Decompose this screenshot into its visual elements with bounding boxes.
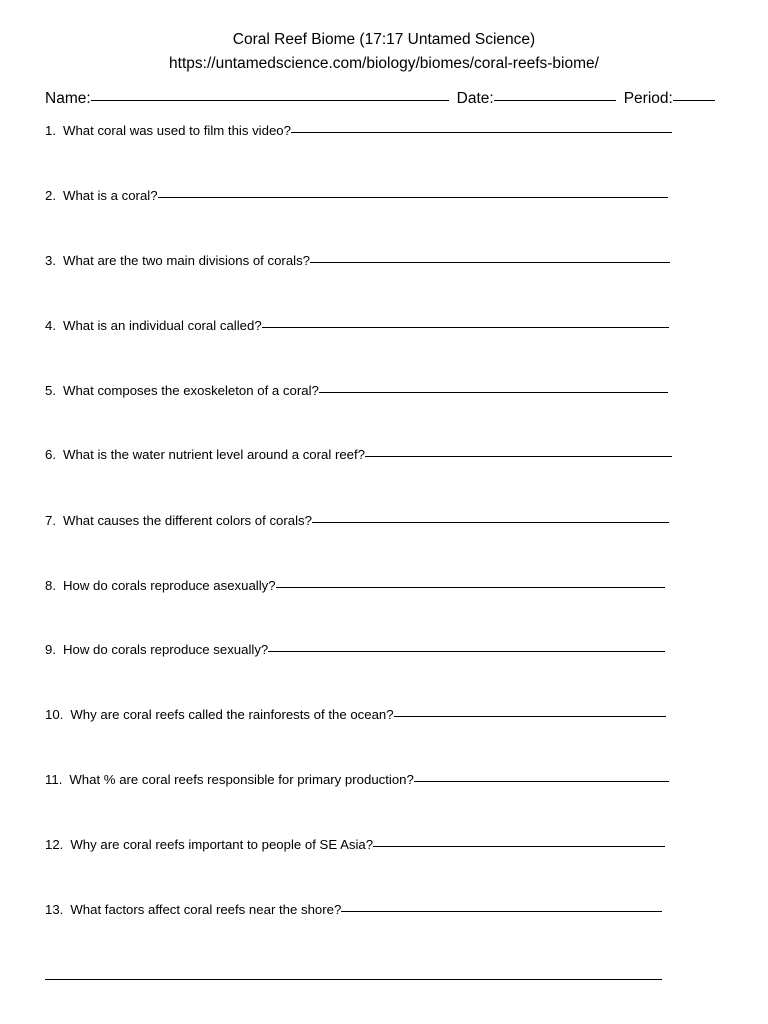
answer-blank[interactable] xyxy=(373,845,665,847)
worksheet-title: Coral Reef Biome (17:17 Untamed Science) xyxy=(232,31,536,48)
question-4 xyxy=(45,317,669,335)
question-13 xyxy=(45,901,662,919)
question-text: What composes the exoskeleton of a coral? xyxy=(63,383,319,398)
name-blank[interactable] xyxy=(91,99,449,101)
question-5 xyxy=(45,382,668,400)
question-text: What is an individual coral called? xyxy=(63,318,262,333)
question-number: 2. xyxy=(45,188,56,203)
question-text: How do corals reproduce sexually? xyxy=(63,642,269,657)
question-number: 9. xyxy=(45,642,56,657)
answer-blank[interactable] xyxy=(276,586,665,588)
date-label: Date: xyxy=(456,90,494,107)
answer-blank[interactable] xyxy=(158,196,668,198)
question-8 xyxy=(45,577,665,595)
question-text: Why are coral reefs called the rainforests of the ocean? xyxy=(70,707,394,722)
question-text: What coral was used to film this video? xyxy=(63,123,291,138)
question-2 xyxy=(45,187,668,205)
answer-blank[interactable] xyxy=(394,715,666,717)
date-blank[interactable] xyxy=(494,99,616,101)
student-info-line xyxy=(45,89,725,109)
period-blank[interactable] xyxy=(673,99,715,101)
question-number: 4. xyxy=(45,318,56,333)
question-11 xyxy=(45,771,669,789)
question-9 xyxy=(45,641,665,659)
question-text: Why are coral reefs important to people of SE Asia? xyxy=(70,837,374,852)
question-text: What % are coral reefs responsible for primary production? xyxy=(69,772,414,787)
question-7 xyxy=(45,512,669,530)
answer-blank[interactable] xyxy=(319,391,668,393)
question-number: 5. xyxy=(45,383,56,398)
question-text: What is a coral? xyxy=(63,188,158,203)
answer-blank[interactable] xyxy=(312,521,669,523)
question-number: 6. xyxy=(45,447,56,462)
question-number: 12. xyxy=(45,837,64,852)
question-text: How do corals reproduce asexually? xyxy=(63,578,276,593)
question-12 xyxy=(45,836,665,854)
question-text: What are the two main divisions of corals? xyxy=(63,253,311,268)
question-text: What causes the different colors of corals? xyxy=(63,513,312,528)
answer-blank[interactable] xyxy=(262,326,669,328)
question-3 xyxy=(45,252,670,270)
question-number: 8. xyxy=(45,578,56,593)
question-number: 1. xyxy=(45,123,56,138)
question-number: 7. xyxy=(45,513,56,528)
answer-blank[interactable] xyxy=(341,910,662,912)
question-6 xyxy=(45,446,672,464)
question-1 xyxy=(45,122,672,140)
answer-blank[interactable] xyxy=(268,650,665,652)
question-number: 11. xyxy=(45,772,63,787)
question-number: 3. xyxy=(45,253,56,268)
answer-blank[interactable] xyxy=(310,261,670,263)
period-label: Period: xyxy=(623,90,673,107)
question-10 xyxy=(45,706,666,724)
question-number: 10. xyxy=(45,707,64,722)
extra-answer-blank[interactable] xyxy=(45,978,662,980)
answer-blank[interactable] xyxy=(414,780,669,782)
name-label: Name: xyxy=(45,90,91,107)
answer-blank[interactable] xyxy=(291,131,672,133)
question-text: What is the water nutrient level around a coral reef? xyxy=(63,447,366,462)
question-text: What factors affect coral reefs near the shore? xyxy=(70,902,342,917)
video-url: https://untamedscience.com/biology/biomes/coral-reefs-biome/ xyxy=(169,55,599,72)
answer-blank[interactable] xyxy=(365,455,672,457)
question-number: 13. xyxy=(45,902,64,917)
